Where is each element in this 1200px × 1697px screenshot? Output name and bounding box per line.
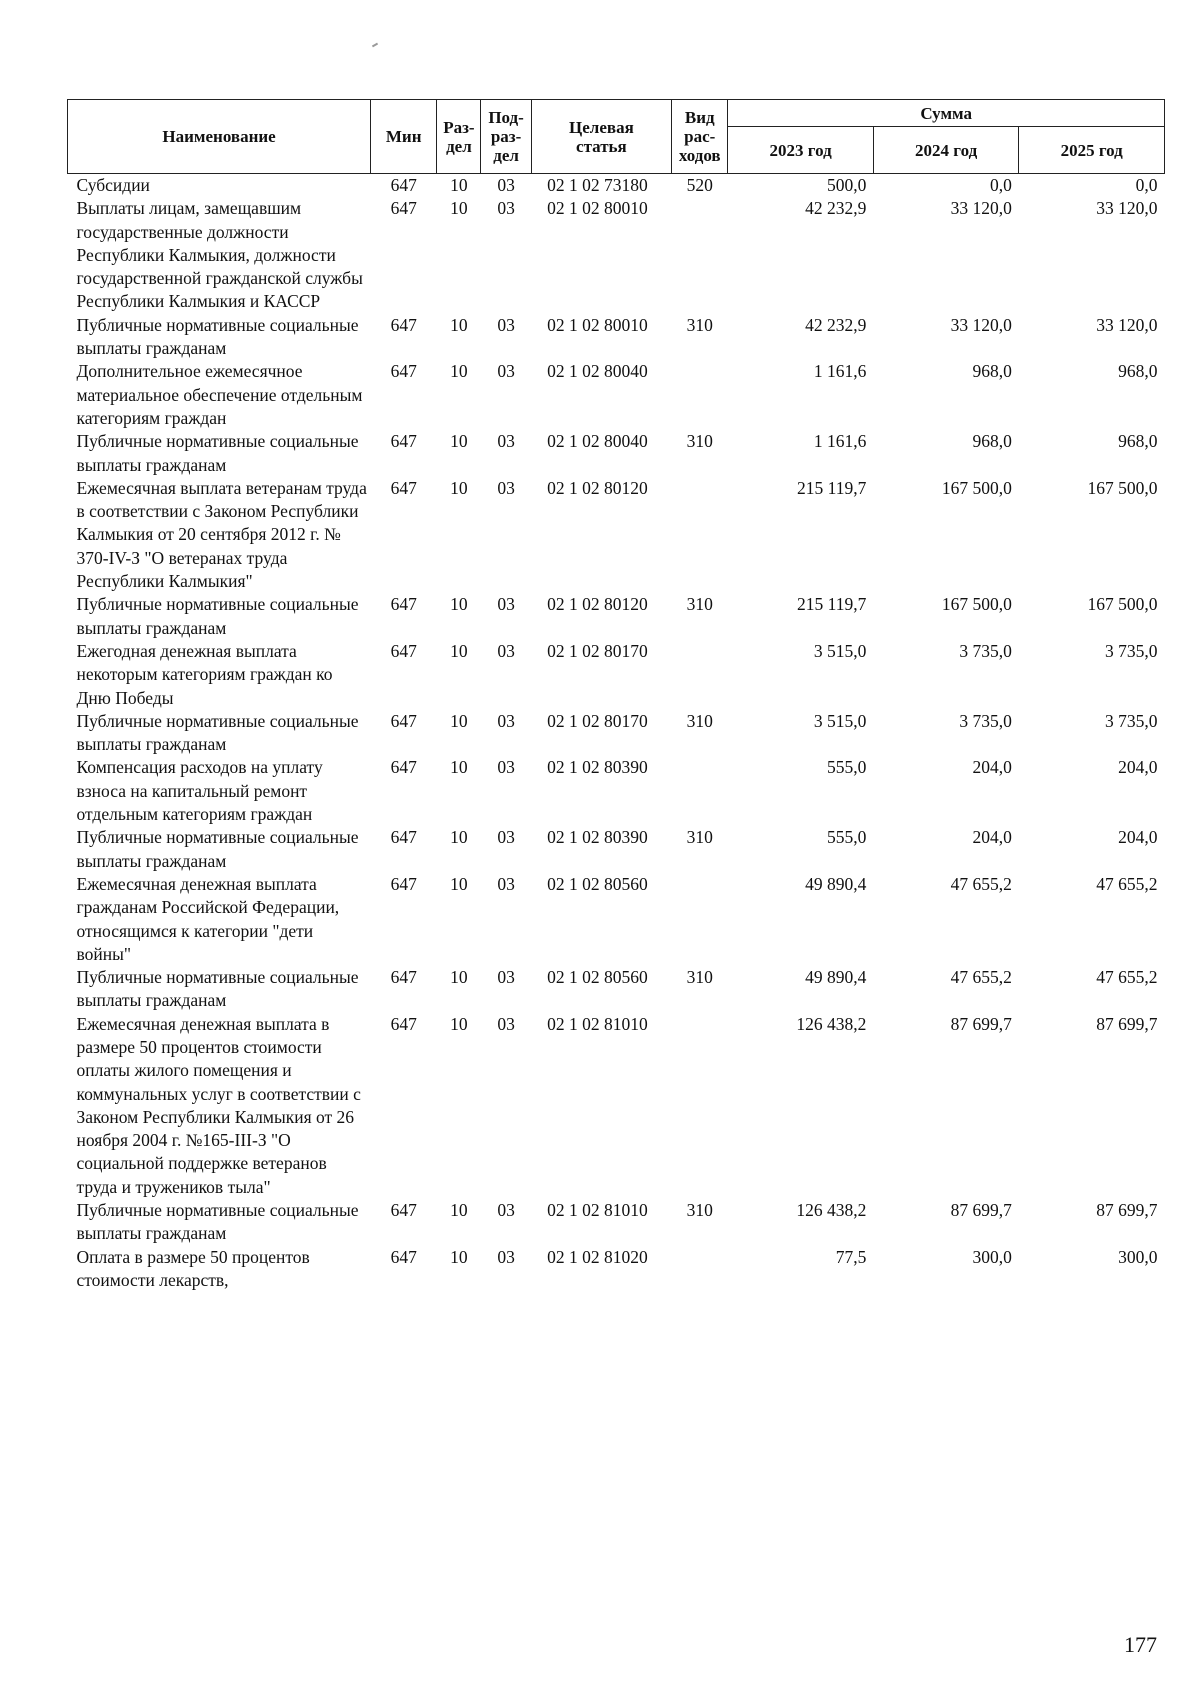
- row-name: Публичные нормативные социальные выплаты гражданам: [76, 594, 359, 638]
- row-target: 02 1 02 80390: [547, 827, 648, 848]
- row-name: Субсидии: [76, 175, 150, 195]
- row-razdel: 10: [450, 757, 468, 778]
- row-name: Публичные нормативные социальные выплаты гражданам: [76, 967, 359, 1011]
- header-target: Целевая статья: [531, 100, 672, 174]
- row-sum-2023: 555,0: [827, 757, 867, 778]
- row-podrazdel: 03: [497, 175, 515, 195]
- row-vid: 310: [686, 710, 713, 731]
- row-podrazdel: 03: [497, 594, 515, 615]
- row-sum-2025: 0,0: [1135, 175, 1158, 195]
- row-name: Публичные нормативные социальные выплаты гражданам: [76, 314, 359, 359]
- row-razdel: 10: [450, 967, 468, 988]
- row-min: 647: [390, 967, 417, 988]
- row-podrazdel: 03: [497, 1246, 515, 1267]
- row-sum-2025: 204,0: [1118, 827, 1158, 848]
- row-podrazdel: 03: [497, 314, 515, 335]
- header-sum: Сумма: [728, 100, 1165, 127]
- row-target: 02 1 02 73180: [547, 175, 648, 195]
- row-vid: 310: [686, 967, 713, 988]
- table-row: [68, 640, 1165, 710]
- table-header: [68, 100, 1165, 174]
- row-sum-2025: 968,0: [1118, 431, 1158, 452]
- row-vid: [672, 360, 728, 430]
- row-podrazdel: 03: [497, 1200, 515, 1221]
- table-row: [68, 477, 1165, 593]
- table-row: [68, 360, 1165, 430]
- row-sum-2025: 167 500,0: [1087, 477, 1158, 498]
- row-sum-2024: 167 500,0: [941, 594, 1012, 615]
- budget-table: [67, 99, 1165, 1292]
- row-sum-2025: 3 735,0: [1105, 710, 1158, 731]
- row-target: 02 1 02 80120: [547, 477, 648, 498]
- table-row: [68, 430, 1165, 477]
- header-name: Наименование: [68, 100, 371, 174]
- row-min: 647: [390, 757, 417, 778]
- row-sum-2024: 968,0: [972, 361, 1012, 382]
- row-sum-2024: 167 500,0: [941, 477, 1012, 498]
- row-podrazdel: 03: [497, 361, 515, 382]
- row-target: 02 1 02 80040: [547, 431, 648, 452]
- row-razdel: 10: [450, 827, 468, 848]
- row-sum-2023: 42 232,9: [805, 198, 867, 219]
- row-sum-2024: 0,0: [990, 175, 1012, 195]
- row-target: 02 1 02 80040: [547, 361, 648, 382]
- row-vid: [672, 477, 728, 593]
- row-sum-2023: 3 515,0: [813, 710, 867, 731]
- row-sum-2025: 3 735,0: [1105, 640, 1158, 661]
- row-podrazdel: 03: [497, 431, 515, 452]
- row-sum-2024: 300,0: [972, 1246, 1012, 1267]
- table-row: [68, 1199, 1165, 1246]
- table-row: [68, 593, 1165, 640]
- row-min: 647: [390, 477, 417, 498]
- header-year-2025: 2025 год: [1019, 127, 1165, 174]
- row-sum-2024: 33 120,0: [950, 314, 1012, 335]
- row-target: 02 1 02 80170: [547, 640, 648, 661]
- row-target: 02 1 02 80010: [547, 198, 648, 219]
- row-name: Ежегодная денежная выплата некоторым категориям граждан ко Дню Победы: [76, 640, 333, 708]
- row-min: 647: [390, 594, 417, 615]
- row-sum-2023: 1 161,6: [813, 361, 867, 382]
- row-razdel: 10: [450, 477, 468, 498]
- row-razdel: 10: [450, 640, 468, 661]
- table-row: [68, 966, 1165, 1013]
- table-row: [68, 756, 1165, 826]
- row-sum-2023: 500,0: [827, 175, 867, 195]
- row-target: 02 1 02 80170: [547, 710, 648, 731]
- row-razdel: 10: [450, 1246, 468, 1267]
- row-sum-2023: 126 438,2: [796, 1013, 867, 1034]
- header-vid: Вид рас- ходов: [672, 100, 728, 174]
- row-podrazdel: 03: [497, 1013, 515, 1034]
- row-sum-2023: 77,5: [835, 1246, 867, 1267]
- row-sum-2025: 300,0: [1118, 1246, 1158, 1267]
- table-row: [68, 174, 1165, 198]
- row-min: 647: [390, 1246, 417, 1267]
- row-sum-2023: 49 890,4: [805, 967, 867, 988]
- row-min: 647: [390, 710, 417, 731]
- row-target: 02 1 02 80010: [547, 314, 648, 335]
- table-row: [68, 1013, 1165, 1199]
- row-sum-2025: 33 120,0: [1096, 198, 1158, 219]
- row-sum-2024: 47 655,2: [950, 873, 1012, 894]
- row-razdel: 10: [450, 431, 468, 452]
- row-sum-2023: 215 119,7: [797, 594, 867, 615]
- table-row: [68, 710, 1165, 757]
- header-min: Мин: [371, 100, 437, 174]
- row-min: 647: [390, 640, 417, 661]
- row-sum-2023: 3 515,0: [813, 640, 867, 661]
- row-name: Дополнительное ежемесячное материальное обеспечение отдельным категориям граждан: [76, 361, 363, 428]
- row-sum-2024: 968,0: [972, 431, 1012, 452]
- row-razdel: 10: [450, 175, 468, 195]
- row-sum-2024: 33 120,0: [950, 198, 1012, 219]
- row-podrazdel: 03: [497, 640, 515, 661]
- row-name: Публичные нормативные социальные выплаты гражданам: [76, 1200, 359, 1244]
- row-sum-2025: 968,0: [1118, 361, 1158, 382]
- row-min: 647: [390, 431, 417, 452]
- header-year-2024: 2024 год: [873, 127, 1019, 174]
- row-razdel: 10: [450, 198, 468, 219]
- row-sum-2024: 87 699,7: [950, 1200, 1012, 1221]
- row-target: 02 1 02 81010: [547, 1200, 648, 1221]
- row-sum-2023: 42 232,9: [805, 314, 867, 335]
- row-sum-2025: 204,0: [1118, 757, 1158, 778]
- row-vid: [672, 1013, 728, 1199]
- row-sum-2024: 3 735,0: [959, 710, 1012, 731]
- row-podrazdel: 03: [497, 967, 515, 988]
- row-name: Компенсация расходов на уплату взноса на капитальный ремонт отдельным категориям граждан: [76, 757, 323, 825]
- row-vid: 310: [686, 431, 713, 452]
- row-razdel: 10: [450, 710, 468, 731]
- table-row: [68, 826, 1165, 873]
- row-vid: 520: [686, 175, 713, 195]
- row-target: 02 1 02 80390: [547, 757, 648, 778]
- row-podrazdel: 03: [497, 873, 515, 894]
- row-name: Публичные нормативные социальные выплаты гражданам: [76, 710, 359, 755]
- row-sum-2025: 167 500,0: [1087, 594, 1158, 615]
- row-podrazdel: 03: [497, 827, 515, 848]
- row-name: Публичные нормативные социальные выплаты гражданам: [76, 431, 359, 475]
- row-vid: [672, 873, 728, 966]
- row-sum-2025: 87 699,7: [1096, 1200, 1158, 1221]
- row-vid: [672, 197, 728, 313]
- row-min: 647: [390, 873, 417, 894]
- row-sum-2025: 33 120,0: [1096, 314, 1158, 335]
- table-row: [68, 314, 1165, 361]
- row-sum-2024: 87 699,7: [950, 1013, 1012, 1034]
- row-sum-2023: 126 438,2: [796, 1200, 867, 1221]
- row-sum-2024: 3 735,0: [959, 640, 1012, 661]
- header-razdel: Раз- дел: [437, 100, 481, 174]
- row-target: 02 1 02 80120: [547, 594, 648, 615]
- row-min: 647: [390, 1200, 417, 1221]
- row-razdel: 10: [450, 873, 468, 894]
- row-target: 02 1 02 81020: [547, 1246, 648, 1267]
- table-row: [68, 197, 1165, 313]
- row-vid: 310: [686, 827, 713, 848]
- row-vid: 310: [686, 1200, 713, 1221]
- row-sum-2023: 1 161,6: [813, 431, 867, 452]
- row-razdel: 10: [450, 314, 468, 335]
- row-razdel: 10: [450, 1200, 468, 1221]
- row-sum-2025: 47 655,2: [1096, 967, 1158, 988]
- row-target: 02 1 02 81010: [547, 1013, 648, 1034]
- row-sum-2023: 555,0: [827, 827, 867, 848]
- header-podrazdel: Под- раз- дел: [481, 100, 531, 174]
- row-name: Выплаты лицам, замещавшим государственные должности Республики Калмыкия, должности государственной гражданской службы Республики Калмыкия и КАССР: [76, 198, 363, 312]
- row-name: Ежемесячная денежная выплата в размере 50 процентов стоимости оплаты жилого помещения и коммунальных услуг в соответствии с Законом Республики Калмыкия от 26 ноября 2004 г. №165-III-З "О социальной поддержке ветеранов труда и тружеников тыла": [76, 1013, 361, 1197]
- row-min: 647: [390, 175, 417, 195]
- row-razdel: 10: [450, 594, 468, 615]
- row-vid: [672, 1246, 728, 1293]
- row-vid: [672, 640, 728, 710]
- row-podrazdel: 03: [497, 477, 515, 498]
- row-sum-2024: 204,0: [972, 757, 1012, 778]
- row-min: 647: [390, 361, 417, 382]
- row-min: 647: [390, 198, 417, 219]
- row-sum-2023: 215 119,7: [797, 477, 867, 498]
- row-name: Оплата в размере 50 процентов стоимости лекарств,: [76, 1246, 310, 1290]
- row-podrazdel: 03: [497, 757, 515, 778]
- row-sum-2025: 87 699,7: [1096, 1013, 1158, 1034]
- row-name: Публичные нормативные социальные выплаты гражданам: [76, 827, 359, 871]
- row-razdel: 10: [450, 361, 468, 382]
- header-year-2023: 2023 год: [728, 127, 874, 174]
- row-razdel: 10: [450, 1013, 468, 1034]
- row-vid: 310: [686, 314, 713, 335]
- row-sum-2025: 47 655,2: [1096, 873, 1158, 894]
- page-number: 177: [1124, 1632, 1157, 1657]
- row-podrazdel: 03: [497, 710, 515, 731]
- scan-mark: [372, 43, 378, 48]
- row-podrazdel: 03: [497, 198, 515, 219]
- table-row: [68, 873, 1165, 966]
- row-sum-2024: 204,0: [972, 827, 1012, 848]
- row-name: Ежемесячная денежная выплата гражданам Российской Федерации, относящимся к категории "дети войны": [76, 873, 340, 964]
- table-body: [68, 174, 1165, 1293]
- row-vid: [672, 756, 728, 826]
- row-min: 647: [390, 1013, 417, 1034]
- row-name: Ежемесячная выплата ветеранам труда в соответствии с Законом Республики Калмыкия от 20 сентября 2012 г. № 370-IV-З "О ветеранах труда Республики Калмыкия": [76, 477, 367, 592]
- row-sum-2023: 49 890,4: [805, 873, 867, 894]
- row-target: 02 1 02 80560: [547, 967, 648, 988]
- row-vid: 310: [686, 594, 713, 615]
- row-target: 02 1 02 80560: [547, 873, 648, 894]
- row-min: 647: [390, 827, 417, 848]
- table-row: [68, 1246, 1165, 1293]
- row-sum-2024: 47 655,2: [950, 967, 1012, 988]
- row-min: 647: [390, 314, 417, 335]
